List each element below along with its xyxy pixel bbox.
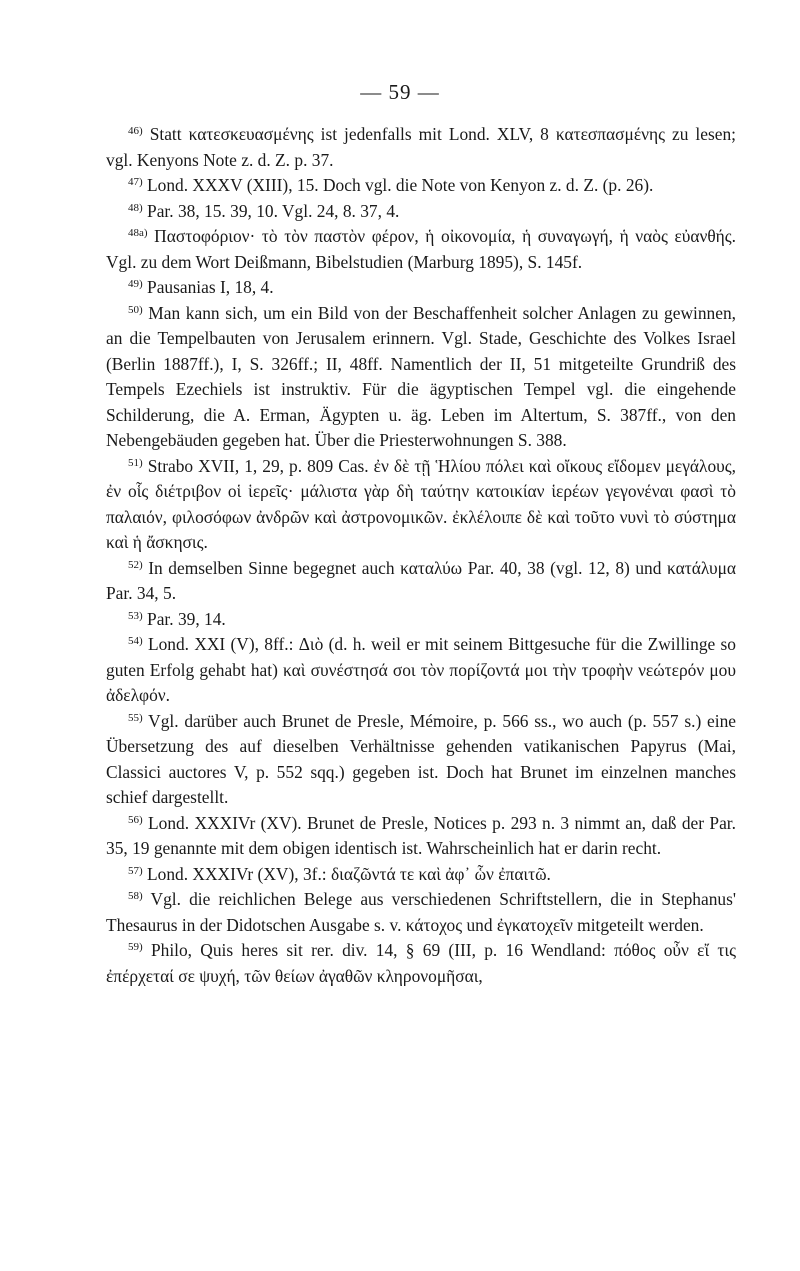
- footnote: [106, 173, 736, 199]
- footnote-number: 48): [128, 201, 143, 214]
- footnote-number: 52): [128, 558, 143, 571]
- footnote-text: Vgl. darüber auch Brunet de Presle, Mémoire, p. 566 ss., wo auch (p. 557 s.) eine Übersetzung des auf dieselben Verhältnisse gehenden vatikanischen Papyrus (Mai, Classici auctores V, p. 552 sqq.) gegeben ist. Doch hat Brunet im einzelnen manches schief dargestellt.: [106, 710, 736, 807]
- footnote-text: Man kann sich, um ein Bild von der Beschaffenheit solcher Anlagen zu gewinnen, an die Tempelbauten von Jerusalem erinnern. Vgl. Stade, Geschichte des Volkes Israel (Berlin 1887ff.), I, S. 326ff.; II, 48ff. Namentlich der II, 51 mitgeteilte Grundriß des Tempels Ezechiels ist instruktiv. Für die ägyptischen Tempel vgl. die eingehende Schilderung, die A. Erman, Ägypten u. äg. Leben im Altertum, S. 387ff., von den Nebengebäuden gegeben hat. Über die Priesterwohnungen S. 388.: [106, 302, 736, 450]
- footnote: [106, 556, 736, 607]
- footnote-text: Philo, Quis heres sit rer. div. 14, § 69 (III, p. 16 Wendland: πόθος οὖν εἴ τις ἐπέρχεταί σε ψυχή, τῶν θείων ἀγαθῶν κληρονομῆσαι,: [106, 940, 736, 986]
- footnote: [106, 938, 736, 989]
- footnote: [106, 224, 736, 275]
- footnote-number: 47): [128, 176, 143, 188]
- footnote-text: Lond. XXI (V), 8ff.: Διὸ (d. h. weil er mit seinem Bittgesuche für die Zwillinge so guten Erfolg gehabt hat) καὶ συνέστησά σοι τὸν πορίζοντά μοι τὴν τροφὴν νεώτερόν μου ἀδελφόν.: [106, 634, 736, 705]
- footnote: [106, 887, 736, 938]
- footnote-number: 51): [128, 456, 143, 469]
- footnote-text: Lond. XXXV (XIII), 15. Doch vgl. die Note von Kenyon z. d. Z. (p. 26).: [147, 175, 654, 195]
- footnote-number: 56): [128, 813, 143, 826]
- footnote: [106, 811, 736, 862]
- footnote-number: 54): [128, 635, 143, 647]
- footnote-number: 50): [128, 303, 143, 316]
- footnote-number: 55): [128, 711, 143, 724]
- footnote-number: 53): [128, 609, 143, 622]
- footnote: [106, 862, 736, 888]
- footnote-text: Lond. XXXIVr (XV), 3f.: διαζῶντά τε καὶ ἀφ᾽ ὧν ἐπαιτῶ.: [147, 863, 551, 884]
- footnote-number: 59): [128, 941, 143, 953]
- footnote-text: Par. 39, 14.: [147, 608, 226, 629]
- footnote-text: Pausanias I, 18, 4.: [147, 277, 274, 297]
- footnote: [106, 607, 736, 633]
- footnote: [106, 275, 736, 301]
- footnote: [106, 454, 736, 556]
- footnote-text: In demselben Sinne begegnet auch καταλύω Par. 40, 38 (vgl. 12, 8) und κατάλυμα Par. 34, 5.: [106, 557, 737, 603]
- footnote-number: 46): [128, 125, 143, 137]
- footnotes: [106, 122, 736, 989]
- footnote-text: Strabo XVII, 1, 29, p. 809 Cas. ἐν δὲ τῇ Ἡλίου πόλει καὶ οἴκους εἴδομεν μεγάλους, ἐν οἷς διέτριβον οἱ ἱερεῖς· μάλιστα γὰρ δὴ ταύτην κατοικίαν ἱερέων γεγονέναι φασὶ τὸ παλαιόν, φιλοσόφων ἀνδρῶν καὶ ἀστρονομικῶν. ἐκλέλοιπε δὲ καὶ τοῦτο νυνὶ τὸ σύστημα καὶ ἡ ἄσκησις.: [106, 455, 736, 552]
- footnote-number: 58): [128, 890, 143, 902]
- footnote: [106, 632, 736, 709]
- page-number: — 59 —: [360, 80, 440, 104]
- footnote-text: Par. 38, 15. 39, 10. Vgl. 24, 8. 37, 4.: [147, 200, 400, 221]
- footnote-text: Statt κατεσκευασμένης ist jedenfalls mit Lond. XLV, 8 κατεσπασμένης zu lesen; vgl. Kenyons Note z. d. Z. p. 37.: [106, 124, 736, 170]
- footnote-number: 49): [128, 278, 143, 290]
- footnote: [106, 122, 736, 173]
- footnote-text: Vgl. die reichlichen Belege aus verschiedenen Schriftstellern, die in Stephanus' Thesaurus in der Didotschen Ausgabe s. v. κάτοχος und ἐγκατοχεῖν mitgeteilt werden.: [106, 889, 736, 935]
- footnote-text: Παστοφόριον· τὸ τὸν παστὸν φέρον, ἡ οἰκονομία, ἡ συναγωγή, ἡ ναὸς εὐανθής. Vgl. zu dem Wort Deißmann, Bibelstudien (Marburg 1895), S. 145f.: [106, 226, 736, 272]
- footnote: [106, 709, 736, 811]
- footnote-text: Lond. XXXIVr (XV). Brunet de Presle, Notices p. 293 n. 3 nimmt an, daß der Par. 35, 19 genannte mit dem obigen identisch ist. Wahrscheinlich hat er darin recht.: [106, 812, 736, 858]
- footnote-number: 57): [128, 864, 143, 877]
- footnote: [106, 199, 736, 225]
- footnote-number: 48a): [128, 227, 148, 239]
- footnote: [106, 301, 736, 454]
